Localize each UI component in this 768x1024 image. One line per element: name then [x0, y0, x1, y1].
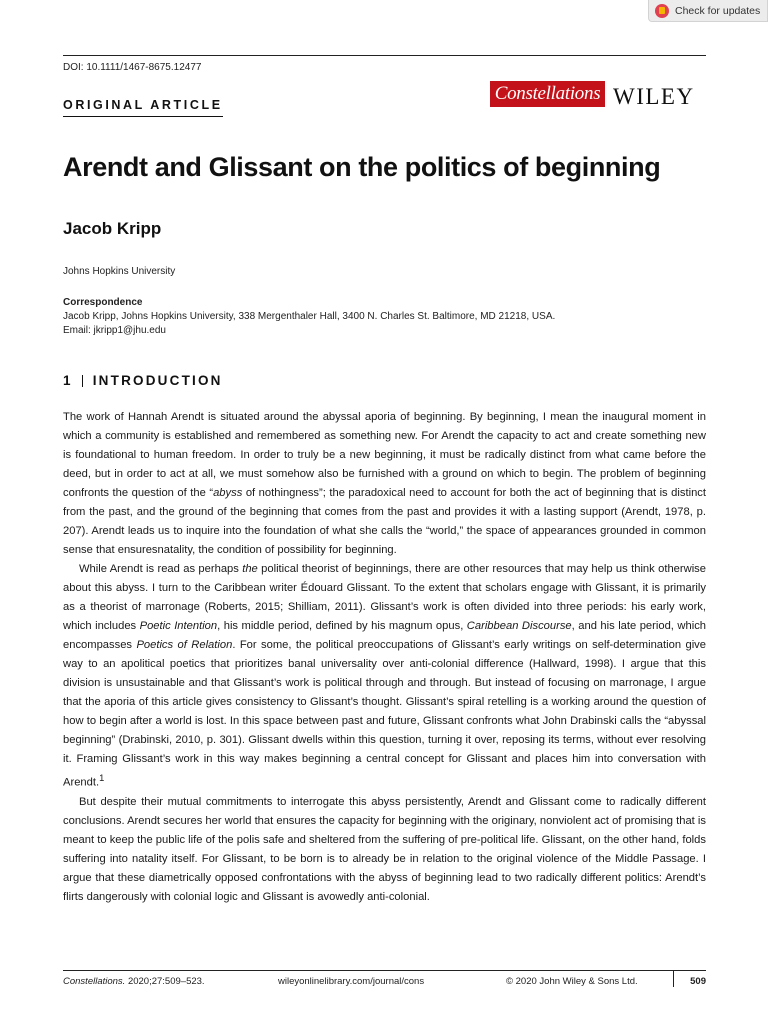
- footnote-ref-1[interactable]: 1: [99, 773, 105, 783]
- italic-run: Poetics of Relation: [136, 639, 233, 651]
- text-run: The work of Hannah Arendt is situated around the abyssal aporia of beginning. By beginning, I mean the inaugural moment in which a community is established and remembered as something new. For Arendt the capacity to act and create something new is foundational to human freedom. In order to truly be a new beginning, it must be radically distinct from what came before the deed, but in order to act at all, we must somehow also be furnished with a ground on which to begin. The problem of beginning confronts the question of the “: [63, 411, 706, 499]
- journal-logo: Constellations: [490, 81, 605, 107]
- doi[interactable]: DOI: 10.1111/1467-8675.12477: [63, 62, 202, 73]
- footer-journal: Constellations.: [63, 976, 126, 987]
- correspondence-heading: Correspondence: [63, 297, 143, 308]
- publisher-logo: WILEY: [613, 84, 695, 109]
- section-number: 1: [63, 373, 73, 388]
- footer-url[interactable]: wileyonlinelibrary.com/journal/cons: [278, 976, 425, 987]
- italic-run: Caribbean Discourse: [466, 620, 572, 632]
- italic-run: the: [242, 563, 258, 575]
- correspondence-address: Jacob Kripp, Johns Hopkins University, 338 Mergenthaler Hall, 3400 N. Charles St. Baltimore, MD 21218, USA.: [63, 311, 556, 322]
- author-name: Jacob Kripp: [63, 219, 162, 238]
- check-for-updates-button[interactable]: [648, 0, 768, 22]
- footer-citation: [63, 976, 205, 987]
- page-number: 509: [690, 976, 706, 987]
- footer-separator: [673, 971, 674, 987]
- body-text: [63, 408, 706, 907]
- article-title: Arendt and Glissant on the politics of beginning: [63, 152, 661, 182]
- footer-rule: [63, 970, 706, 971]
- italic-run: abyss: [213, 487, 243, 499]
- text-run: of nothingness”; the paradoxical need to account for both the act of beginning that is distinct from the past, and the ground of the beginning that comes from the past and provides it with a lasting support (Arendt, 1978, p. 207). Arendt leads us to inquire into the foundation of what she calls the “world,” the space of appearances grounded in common sense that ensuresnatality, the condition of possibility for beginning.: [63, 487, 706, 556]
- text-run: , and his late period, which encompasses: [63, 620, 707, 651]
- section-title: INTRODUCTION: [92, 373, 223, 388]
- text-run: political theorist of beginnings, there are other resources that may help us think otherwise about this abyss. I turn to the Caribbean writer Édouard Glissant. To the extent that scholars engage with Glissant, it is primarily as a theorist of marronage (Roberts, 2015; Shilliam, 2011). Glissant’s work is often divided into three periods: his early work, which includes: [63, 563, 706, 632]
- text-run: But despite their mutual commitments to interrogate this abyss persistently, Arendt and Glissant come to radically different conclusions. Arendt secures her world that ensures the capacity for beginning with the originary, nonviolent act of promising that is meant to keep the public life of the polis safe and sheltered from the suffering of pre-political life. Glissant, on the other hand, folds suffering into natality itself. For Glissant, to be born is to already be in relation to the original violence of the Middle Passage. I argue that these diametrically opposed confrontations with the abyss of beginning lead to two radically different politics: Arendt’s flirts dangerously with colonial logic and Glissant is avowedly anti-colonial.: [63, 795, 706, 903]
- footer-volume: 2020;27:509–523.: [125, 976, 205, 987]
- crossmark-icon: [655, 4, 669, 18]
- section-separator: [82, 375, 83, 387]
- article-type: ORIGINAL ARTICLE: [63, 98, 223, 117]
- author-affiliation: Johns Hopkins University: [63, 266, 176, 277]
- footer-copyright: © 2020 John Wiley & Sons Ltd.: [506, 976, 638, 987]
- text-run: . For some, the political preoccupations of Glissant’s early writings on self-determination give way to an apolitical poetics that prioritizes banal universality over anti-colonial difference (Hallward, 1998). I argue that this division is unsustainable and that Glissant’s work is political through and through. But instead of focusing on marronage, I argue that the aporia of this article gives consistency to Glissant’s thought. Glissant’s spiral retelling is a working around the question of how to begin after a world is lost. In this space between past and future, Glissant confronts what John Drabinski calls the “abyssal beginning” (Drabinski, 2010, p. 301). Glissant dwells within this question, turning it over, reposing its terms, without ever resolving it. Framing Glissant’s work in this way makes beginning a central concept for Glissant and places him into conversation with Arendt.: [63, 639, 706, 789]
- check-for-updates-label: Check for updates: [675, 4, 761, 17]
- text-run: While Arendt is read as perhaps: [79, 563, 243, 575]
- italic-run: Poetic Intention: [139, 620, 218, 632]
- correspondence: [63, 296, 706, 338]
- text-run: , his middle period, defined by his magnum opus,: [217, 620, 467, 632]
- header-rule: [63, 55, 706, 56]
- paragraph-2: [63, 560, 706, 793]
- paragraph-1: [63, 408, 706, 560]
- paragraph-3: [63, 793, 706, 907]
- section-heading: [63, 373, 223, 388]
- correspondence-email[interactable]: Email: jkripp1@jhu.edu: [63, 325, 166, 336]
